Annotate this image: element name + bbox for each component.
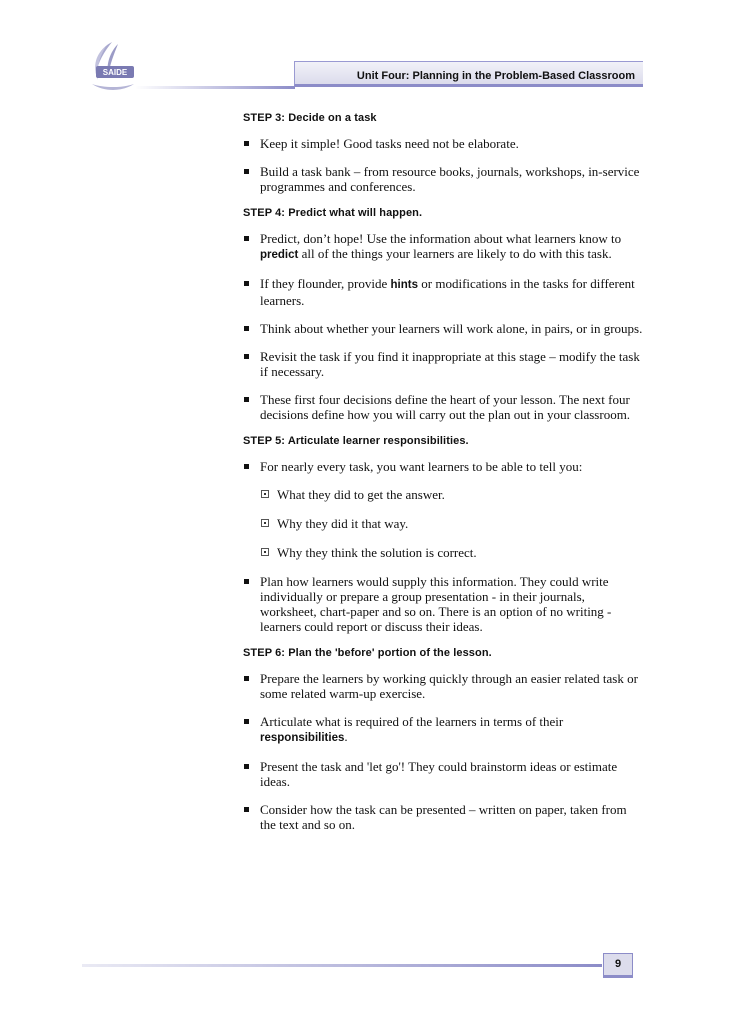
bullet-icon (244, 397, 249, 402)
box-bullet-icon (261, 548, 269, 556)
bullet-icon (244, 807, 249, 812)
bullet-icon (244, 579, 249, 584)
bullet-icon (244, 281, 249, 286)
bullet-icon (244, 676, 249, 681)
box-bullet-icon (261, 519, 269, 527)
step3-heading: STEP 3: Decide on a task (243, 112, 377, 124)
list-item: Prepare the learners by working quickly through an easier related task or some related warm-up exercise. (243, 671, 643, 701)
step4-heading: STEP 4: Predict what will happen. (243, 207, 423, 219)
list-item: Plan how learners would supply this information. They could write individually or prepare a group presentation - in their journals, worksheet, chart-paper and so on. There is an option of no writing - learners could report or discuss their ideas. (243, 574, 643, 634)
footer-rule (82, 964, 602, 967)
list-item: Think about whether your learners will work alone, in pairs, or in groups. (243, 321, 643, 336)
list-item: Present the task and 'let go'! They could brainstorm ideas or estimate ideas. (243, 759, 643, 789)
sub-list-item: Why they think the solution is correct. (243, 545, 643, 560)
header-rule (135, 86, 295, 89)
bullet-icon (244, 764, 249, 769)
list-item: Revisit the task if you find it inappropriate at this stage – modify the task if necessary. (243, 349, 643, 379)
sub-list-item: Why they did it that way. (243, 516, 643, 531)
header-banner (294, 61, 643, 87)
svg-text:SAIDE: SAIDE (102, 68, 128, 77)
page-number: 9 (603, 953, 633, 978)
bullet-icon (244, 141, 249, 146)
bullet-icon (244, 719, 249, 724)
step6-heading: STEP 6: Plan the 'before' portion of the lesson. (243, 647, 492, 659)
list-item: Predict, don’t hope! Use the information about what learners know to predict all of the things your learners are likely to do with this task. (243, 231, 643, 263)
list-item: Build a task bank – from resource books, journals, workshops, in-service programmes and conferences. (243, 164, 643, 194)
list-item: For nearly every task, you want learners to be able to tell you: (243, 459, 643, 474)
bullet-icon (244, 326, 249, 331)
unit-title: Unit Four: Planning in the Problem-Based Classroom (356, 70, 635, 82)
page-content (243, 112, 643, 845)
bullet-icon (244, 169, 249, 174)
list-item: These first four decisions define the heart of your lesson. The next four decisions define how you will carry out the plan out in your classroom. (243, 392, 643, 422)
saide-logo (82, 40, 142, 96)
bullet-icon (244, 236, 249, 241)
step5-heading: STEP 5: Articulate learner responsibilities. (243, 435, 469, 447)
sub-list-item: What they did to get the answer. (243, 487, 643, 502)
list-item: If they flounder, provide hints or modifications in the tasks for different learners. (243, 276, 643, 308)
list-item: Articulate what is required of the learners in terms of their responsibilities. (243, 714, 643, 746)
bullet-icon (244, 464, 249, 469)
list-item: Consider how the task can be presented – written on paper, taken from the text and so on. (243, 802, 643, 832)
bullet-icon (244, 354, 249, 359)
list-item: Keep it simple! Good tasks need not be elaborate. (243, 136, 643, 151)
box-bullet-icon (261, 490, 269, 498)
